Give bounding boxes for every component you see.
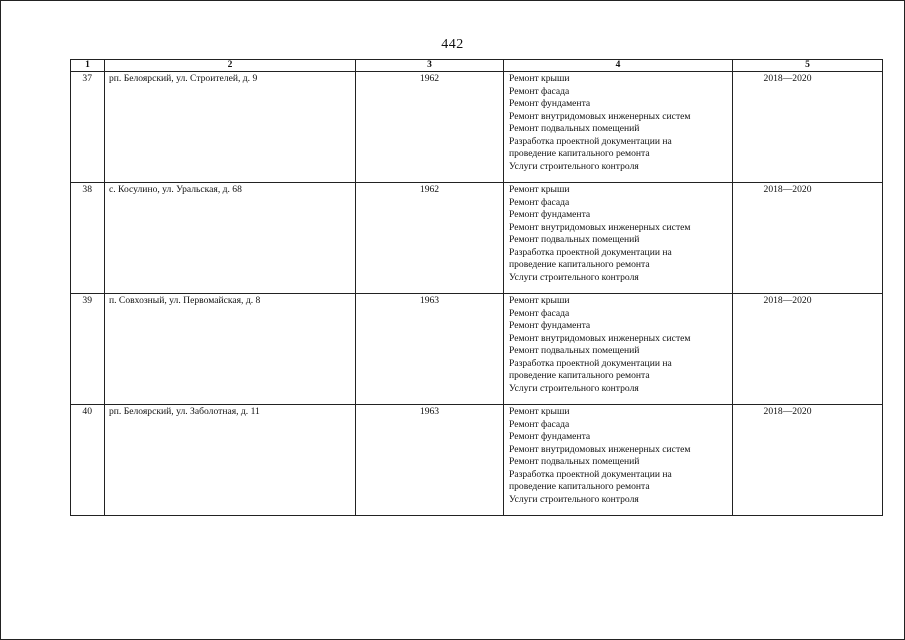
work-item: Услуги строительного контроля [509,160,639,172]
row-number: 39 [71,294,105,405]
column-header: 2 [105,60,356,72]
table-body [71,72,883,516]
table-row [71,183,883,294]
period-cell: 2018—2020 [733,72,883,183]
table-header-row [71,60,883,72]
row-number: 37 [71,72,105,183]
period-cell: 2018—2020 [733,294,883,405]
period-cell: 2018—2020 [733,405,883,516]
work-item: Ремонт фундамента [509,98,591,109]
year-cell: 1963 [356,405,504,516]
column-header: 1 [71,60,105,72]
work-item: Ремонт внутридомовых инженерных систем [509,332,691,344]
work-item: проведение капитального ремонта [509,481,650,492]
work-item: Ремонт фасада [509,85,570,97]
address-cell: п. Совхозный, ул. Первомайская, д. 8 [105,294,356,405]
work-item: Разработка проектной документации на [509,246,672,258]
work-item: Ремонт подвальных помещений [509,123,640,134]
work-item: Ремонт подвальных помещений [509,234,640,245]
work-item: Ремонт фундамента [509,320,591,331]
work-item: Услуги строительного контроля [509,271,639,283]
work-item: Ремонт подвальных помещений [509,456,640,467]
work-item: Ремонт крыши [509,406,570,417]
address-cell: с. Косулино, ул. Уральская, д. 68 [105,183,356,294]
repair-schedule-table [70,59,883,516]
work-item: Разработка проектной документации на [509,468,672,480]
year-cell: 1963 [356,294,504,405]
works-cell [504,294,733,405]
works-cell [504,405,733,516]
period-cell: 2018—2020 [733,183,883,294]
column-header: 3 [356,60,504,72]
work-item: Ремонт внутридомовых инженерных систем [509,110,691,122]
row-number: 40 [71,405,105,516]
work-item: проведение капитального ремонта [509,259,650,270]
address-cell: рп. Белоярский, ул. Заболотная, д. 11 [105,405,356,516]
works-cell [504,183,733,294]
table-row [71,405,883,516]
column-header: 5 [733,60,883,72]
work-item: Ремонт крыши [509,295,570,306]
work-item: проведение капитального ремонта [509,370,650,381]
work-item: проведение капитального ремонта [509,148,650,159]
work-item: Услуги строительного контроля [509,493,639,505]
page-number: 442 [441,37,464,52]
address-cell: рп. Белоярский, ул. Строителей, д. 9 [105,72,356,183]
work-item: Разработка проектной документации на [509,357,672,369]
work-item: Ремонт фасада [509,196,570,208]
work-item: Ремонт фундамента [509,431,591,442]
work-item: Ремонт крыши [509,73,570,84]
work-item: Ремонт фундамента [509,209,591,220]
works-cell [504,72,733,183]
table-row [71,72,883,183]
work-item: Ремонт крыши [509,184,570,195]
work-item: Ремонт подвальных помещений [509,345,640,356]
work-item: Услуги строительного контроля [509,382,639,394]
work-item: Разработка проектной документации на [509,135,672,147]
table-row [71,294,883,405]
row-number: 38 [71,183,105,294]
column-header: 4 [504,60,733,72]
work-item: Ремонт внутридомовых инженерных систем [509,443,691,455]
year-cell: 1962 [356,72,504,183]
work-item: Ремонт фасада [509,418,570,430]
work-item: Ремонт внутридомовых инженерных систем [509,221,691,233]
year-cell: 1962 [356,183,504,294]
work-item: Ремонт фасада [509,307,570,319]
